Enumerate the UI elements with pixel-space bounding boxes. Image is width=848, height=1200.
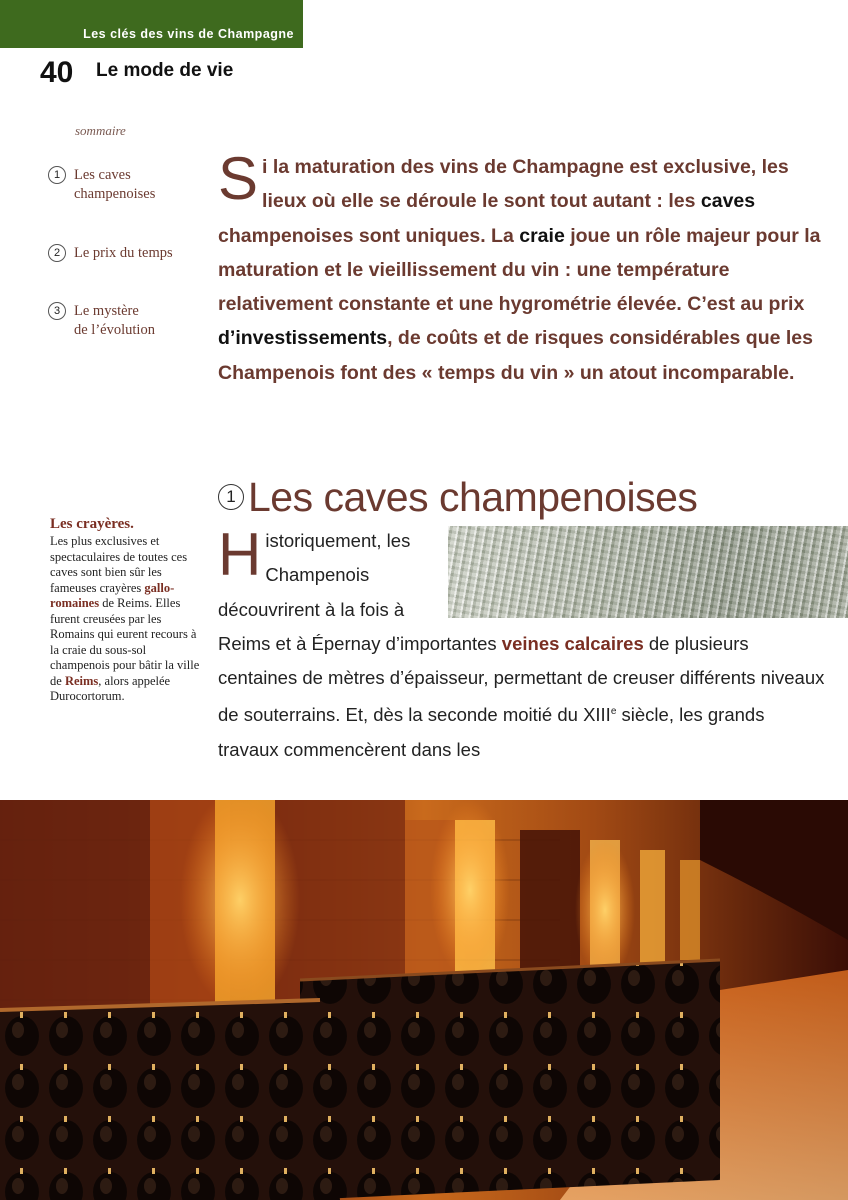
header-band (0, 0, 303, 48)
note-text: , alors appelée Durocortorum. (50, 673, 171, 703)
page-number: 40 (40, 56, 74, 89)
sommaire-label: sommaire (75, 123, 126, 138)
superscript: e (610, 706, 617, 718)
intro-keyword: d’investissements (218, 327, 388, 350)
cellar-photo (0, 800, 848, 1200)
intro-keyword: caves (700, 190, 756, 213)
intro-text: joue un rôle majeur pour la maturation et le vieillissement du vin : une température relativement constante et une hygrométrie élevée. C’est au prix (218, 224, 821, 316)
section-number: 1 (218, 484, 244, 510)
toc-label: Les caves champenoises (74, 167, 156, 202)
note-title: Les crayères. (50, 516, 134, 532)
note-text: Les plus exclusives et spectaculaires de toutes ces caves sont bien sûr les fameuses crayères (50, 534, 188, 595)
toc-number: 1 (48, 166, 66, 184)
section-title: Le mode de vie (96, 60, 234, 81)
toc-label: Le prix du temps (74, 245, 173, 261)
intro-paragraph (218, 145, 830, 390)
intro-text: , de coûts et de risques considérables que les Champenois font des « temps du vin » un atout incomparable. (218, 327, 813, 384)
note-body (50, 534, 200, 705)
image-spacer (440, 524, 828, 620)
cellar-illustration (0, 800, 848, 1200)
note-highlight: Reims (64, 673, 99, 688)
body-text: istoriquement, les Champenois découvrirent à la fois à Reims et à Épernay d’importantes (218, 530, 497, 654)
intro-keyword: craie (519, 224, 565, 247)
body-text: de plusieurs centaines de mètres d’épaisseur, permettant de creuser différents niveaux de souterrains. Et, dès la seconde moitié du XIII (218, 632, 825, 726)
body-keyword: veines calcaires (501, 632, 644, 654)
body-paragraph (218, 521, 828, 767)
section-heading (218, 474, 697, 521)
body-text: siècle, les grands travaux commencèrent dans les (218, 704, 765, 760)
note-text: de Reims. Elles furent creusées par les Romains qui eurent recours à la craie du sous-sol champenois pour bâtir la ville de (50, 596, 200, 688)
intro-text: champenoises sont uniques. La (218, 224, 514, 247)
toc-number: 2 (48, 244, 66, 262)
sidebar-note (50, 514, 200, 705)
toc-label: Le mystère de l’évolution (74, 303, 155, 338)
toc-number: 3 (48, 302, 66, 320)
intro-dropcap: S (218, 145, 259, 212)
note-highlight: gallo-romaines (50, 580, 175, 610)
body-dropcap: H (218, 521, 262, 588)
section-heading-text: Les caves champenoises (248, 474, 698, 520)
intro-text: i la maturation des vins de Champagne est exclusive, les lieux où elle se déroule le sont tout autant : les (262, 156, 789, 213)
series-title: Les clés des vins de Champagne (83, 27, 294, 41)
